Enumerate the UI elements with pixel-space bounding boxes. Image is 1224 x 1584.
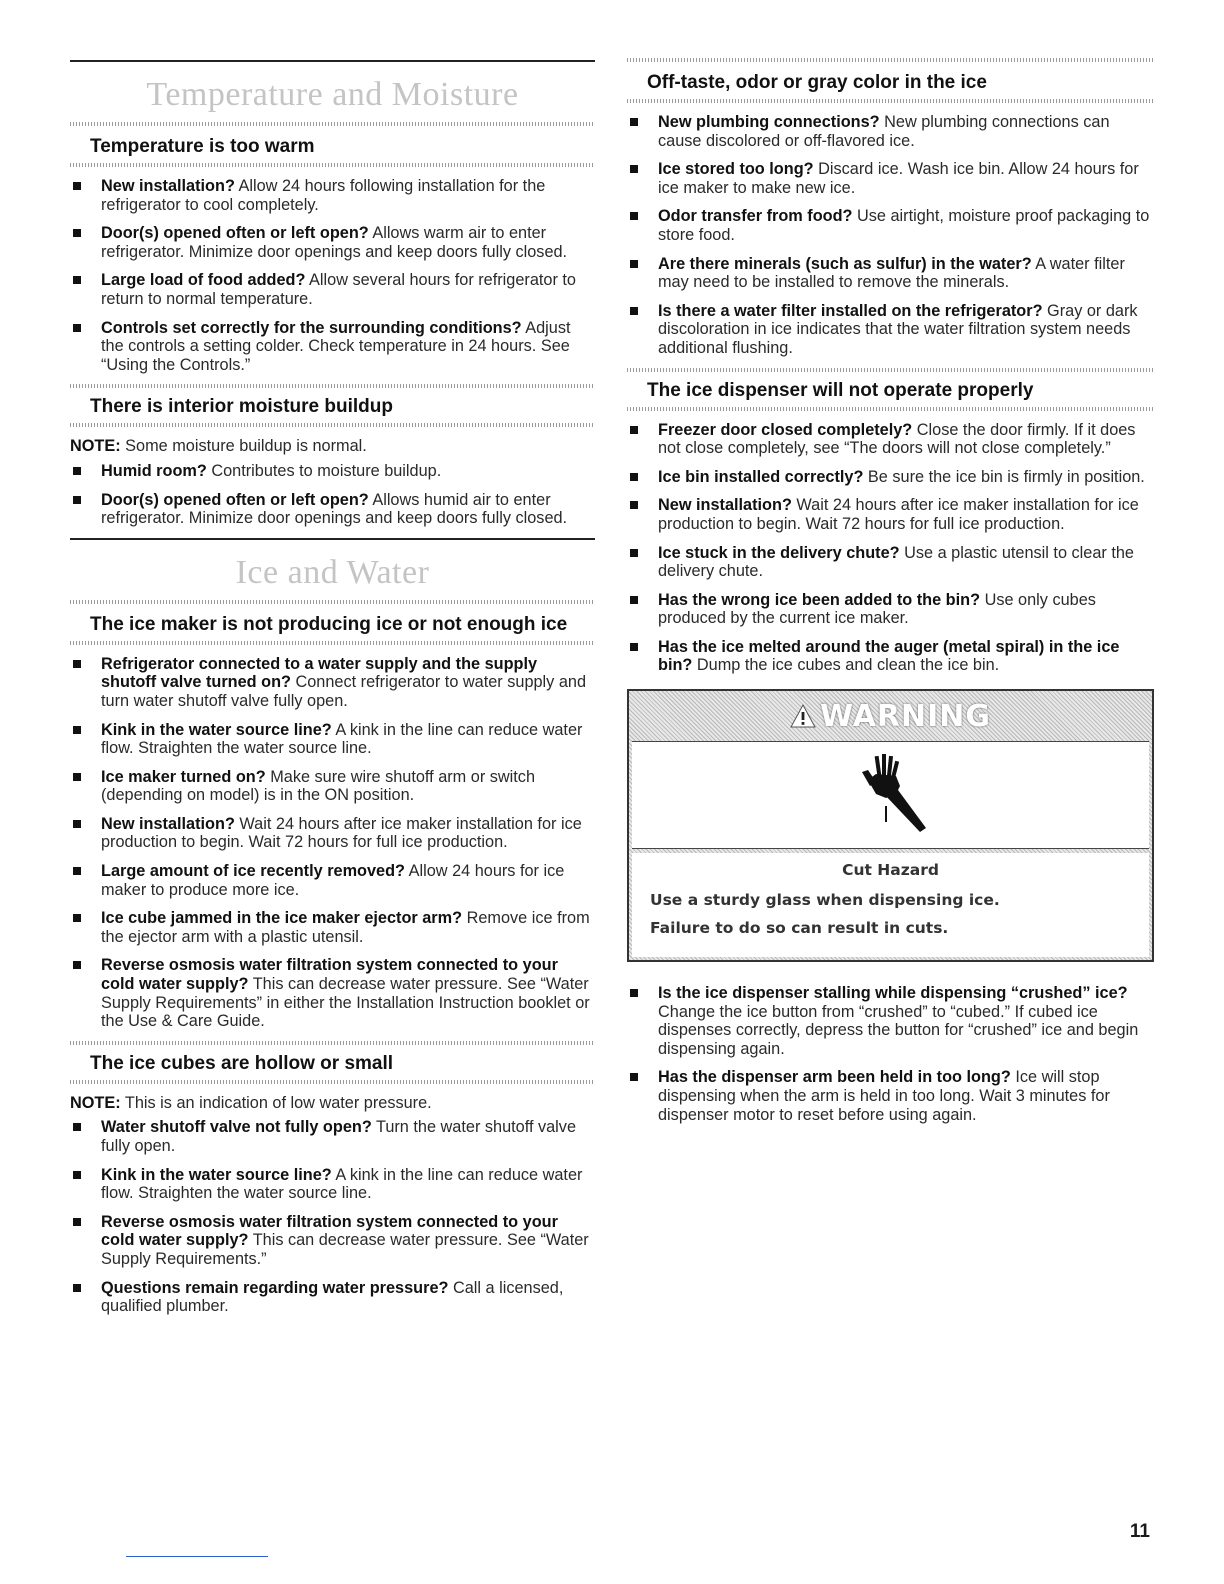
note-text: Some moisture buildup is normal. [120,437,367,456]
item-question: Refrigerator connected to a water supply and the supply shutoff valve turned on? [101,654,538,692]
list-item [627,544,1154,581]
item-question: Ice stuck in the delivery chute? [658,543,900,562]
list-item [70,177,595,214]
warning-banner [629,691,1152,741]
item-question: Door(s) opened often or left open? [101,224,369,243]
list-item [70,909,595,946]
list-item [627,207,1154,244]
list-item [627,113,1154,150]
list-item [70,1279,595,1316]
item-answer: Dump the ice cubes and clean the ice bin. [692,656,1000,675]
item-answer: Allow 24 hours following installation for the refrigerator to cool completely. [101,177,546,214]
warning-box [627,689,1154,962]
item-answer: Allows humid air to enter refrigerator. Minimize door openings and keep doors fully closed. [101,490,568,528]
item-answer: New plumbing connections can cause discolored or off-flavored ice. [658,113,1110,150]
item-question: Kink in the water source line? [101,720,332,739]
item-answer: A kink in the line can reduce water flow. Straighten the water source line. [101,720,583,758]
item-list [627,411,1154,676]
page-number: 11 [1129,1521,1150,1542]
item-answer: Use a plastic utensil to clear the delivery chute. [658,543,1134,581]
section-title-ice-water: Ice and Water [235,553,430,591]
item-answer: Allow several hours for refrigerator to return to normal temperature. [101,271,576,308]
list-item [70,1166,595,1203]
list-item [627,468,1154,487]
item-answer: Be sure the ice bin is firmly in position. [863,467,1145,486]
item-answer: Call a licensed, qualified plumber. [101,1278,564,1316]
list-item [70,721,595,758]
dotted-rule [70,122,595,126]
subsection-not-producing [70,606,595,1031]
item-list [70,645,595,1031]
item-answer: This can decrease water pressure. See “Water Supply Requirements.” [101,1231,589,1268]
item-question: Ice stored too long? [658,160,814,179]
dotted-rule [70,600,595,604]
list-item [627,638,1154,675]
list-item [70,1118,595,1155]
cut-hazard-icon [632,741,1149,849]
subsection-title: Off-taste, odor or gray color in the ice [647,72,987,93]
item-list [627,103,1154,358]
note-label: NOTE: [70,1093,121,1112]
list-item [70,655,595,711]
item-question: Freezer door closed completely? [658,420,913,439]
list-item [627,496,1154,533]
item-question: Door(s) opened often or left open? [101,490,369,509]
item-answer: Close the door firmly. If it does not close completely, see “The doors will not close completely.” [658,420,1136,458]
note-label: NOTE: [70,437,121,456]
subsection-dispenser [627,368,1154,676]
warning-word: WARNING [819,698,992,734]
item-answer: Change the ice button from “crushed” to “cubed.” If cubed ice dispenses correctly, depress the button for “crushed” ice and begin dispensing again. [658,1002,1139,1058]
item-question: Has the wrong ice been added to the bin? [658,590,981,609]
item-question: Controls set correctly for the surrounding conditions? [101,318,522,337]
subsection-title: Temperature is too warm [90,136,315,157]
item-answer: Wait 24 hours after ice maker installation for ice production to begin. Wait 72 hours for full ice production. [101,814,582,852]
item-question: New installation? [101,177,235,195]
item-list [70,167,595,374]
item-answer: Gray or dark discoloration in ice indicates that the water filtration system needs additional flushing. [658,301,1138,357]
item-question: Kink in the water source line? [101,1165,332,1184]
item-question: Has the ice melted around the auger (metal spiral) in the ice bin? [658,637,1120,675]
item-answer: Adjust the controls a setting colder. Check temperature in 24 hours. See “Using the Controls.” [101,318,571,374]
hand-cut-icon [846,750,936,840]
warning-triangle-icon [790,704,816,728]
item-answer: Connect refrigerator to water supply and turn water shutoff valve fully open. [101,673,586,710]
item-answer: Contributes to moisture buildup. [206,461,442,480]
item-question: New installation? [658,496,792,515]
list-item [70,224,595,261]
item-list [627,962,1154,1124]
list-item [627,1068,1154,1124]
list-item [70,862,595,899]
right-column [627,58,1154,1134]
note-text: This is an indication of low water pressure. [120,1093,432,1112]
item-question: Has the dispenser arm been held in too long? [658,1068,1011,1087]
item-question: Ice bin installed correctly? [658,467,864,486]
list-item [70,491,595,528]
item-question: Humid room? [101,461,207,480]
item-answer: Use only cubes produced by the current ice maker. [658,590,1096,628]
subsection-offtaste [627,64,1154,358]
item-question: Reverse osmosis water filtration system connected to your cold water supply? [101,1212,558,1250]
subsection-title: The ice dispenser will not operate properly [647,379,1034,401]
subsection-title: The ice maker is not producing ice or not enough ice [90,613,568,635]
item-answer: Use airtight, moisture proof packaging to store food. [658,207,1150,244]
item-question: Large load of food added? [101,271,306,290]
warning-instruction: Use a sturdy glass when dispensing ice. [650,891,1000,910]
warning-consequence: Failure to do so can result in cuts. [650,919,949,938]
list-item [70,956,595,1030]
list-item [70,319,595,375]
subsection-title: There is interior moisture buildup [90,396,393,418]
left-column [70,60,595,1326]
item-answer: A water filter may need to be installed to remove the minerals. [658,254,1125,292]
item-question: Is there a water filter installed on the refrigerator? [658,301,1043,320]
item-answer: Remove ice from the ejector arm with a plastic utensil. [101,909,590,946]
item-list [70,456,595,528]
item-answer: Allows warm air to enter refrigerator. Minimize door openings and keep doors fully closed. [101,224,568,261]
note [70,427,595,456]
subsection-hollow [70,1041,595,1316]
item-answer: Ice will stop dispensing when the arm is held in too long. Wait 3 minutes for dispenser motor to reset before using again. [658,1068,1110,1124]
item-question: Water shutoff valve not fully open? [101,1118,372,1137]
item-list [70,1112,595,1315]
item-answer: Allow 24 hours for ice maker to produce more ice. [101,862,565,899]
dotted-rule [627,58,1154,62]
item-question: Is the ice dispenser stalling while dispensing “crushed” ice? [658,984,1128,1003]
subsection-temperature-warm [70,128,595,374]
item-answer: Discard ice. Wash ice bin. Allow 24 hours for ice maker to make new ice. [658,160,1139,197]
note [70,1084,595,1113]
item-question: Odor transfer from food? [658,207,853,226]
list-item [627,302,1154,358]
item-question: New installation? [101,814,235,833]
list-item [627,421,1154,458]
hazard-name: Cut Hazard [842,861,939,880]
footer-line [126,1556,268,1557]
list-item [70,271,595,308]
list-item [627,160,1154,197]
item-question: Questions remain regarding water pressure? [101,1278,449,1297]
list-item [70,462,595,481]
item-answer: A kink in the line can reduce water flow. Straighten the water source line. [101,1165,583,1203]
item-question: New plumbing connections? [658,113,880,131]
list-item [70,815,595,852]
warning-message [632,853,1149,957]
section-title-temperature: Temperature and Moisture [146,76,519,113]
item-answer: This can decrease water pressure. See “Water Supply Requirements” in either the Installation Instruction booklet or the Use & Care Guide. [101,975,590,1031]
item-question: Ice maker turned on? [101,767,266,786]
item-question: Large amount of ice recently removed? [101,862,406,881]
item-question: Ice cube jammed in the ice maker ejector arm? [101,909,463,928]
list-item [627,984,1154,1058]
item-answer: Wait 24 hours after ice maker installation for ice production to begin. Wait 72 hours for full ice production. [658,496,1139,533]
list-item [627,255,1154,292]
list-item [70,768,595,805]
item-answer: Make sure wire shutoff arm or switch (depending on model) is in the ON position. [101,767,536,805]
list-item [627,591,1154,628]
subsection-moisture [70,384,595,527]
item-question: Reverse osmosis water filtration system connected to your cold water supply? [101,956,558,994]
subsection-title: The ice cubes are hollow or small [90,1052,394,1074]
item-question: Are there minerals (such as sulfur) in the water? [658,254,1032,273]
item-answer: Turn the water shutoff valve fully open. [101,1118,576,1155]
list-item [70,1213,595,1269]
